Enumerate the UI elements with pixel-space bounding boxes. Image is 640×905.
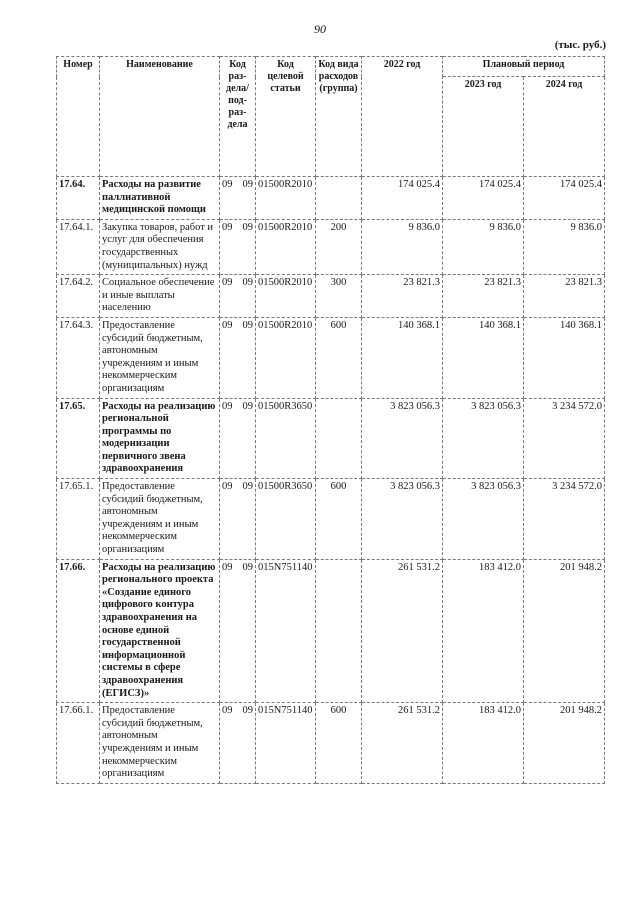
row-amount-2022: 3 823 056.3 bbox=[362, 479, 443, 560]
row-target-code: 01500R3650 bbox=[256, 479, 316, 560]
row-amount-2024: 140 368.1 bbox=[524, 317, 605, 398]
row-section-code bbox=[220, 219, 256, 274]
row-name: Предоставление субсидий бюджетным, автономным учреждениям и иным некоммерческим организациям bbox=[100, 479, 220, 560]
row-amount-2024: 201 948.2 bbox=[524, 703, 605, 784]
row-amount-2023: 174 025.4 bbox=[443, 177, 524, 220]
row-podrazdel: 09 bbox=[242, 221, 253, 233]
row-number: 17.66.1. bbox=[57, 703, 100, 784]
row-section-code bbox=[220, 703, 256, 784]
header-year-2022: 2022 год bbox=[362, 57, 443, 177]
row-amount-2023: 183 412.0 bbox=[443, 703, 524, 784]
row-amount-2023: 183 412.0 bbox=[443, 559, 524, 703]
row-number: 17.66. bbox=[57, 559, 100, 703]
row-amount-2022: 3 823 056.3 bbox=[362, 398, 443, 479]
row-target-code: 015N751140 bbox=[256, 559, 316, 703]
table-row bbox=[57, 219, 605, 274]
row-target-code: 01500R2010 bbox=[256, 275, 316, 318]
row-amount-2023: 140 368.1 bbox=[443, 317, 524, 398]
row-razdel: 09 bbox=[222, 277, 233, 289]
header-section-code: Код раз-дела/ под-раз-дела bbox=[220, 57, 256, 177]
row-amount-2023: 3 823 056.3 bbox=[443, 398, 524, 479]
row-podrazdel: 09 bbox=[242, 179, 253, 190]
row-section-code bbox=[220, 479, 256, 560]
units-label: (тыс. руб.) bbox=[554, 39, 606, 51]
row-podrazdel: 09 bbox=[242, 400, 253, 412]
row-amount-2024: 9 836.0 bbox=[524, 219, 605, 274]
table-row bbox=[57, 559, 605, 703]
table-row bbox=[57, 398, 605, 479]
row-razdel: 09 bbox=[222, 561, 233, 573]
row-expense-group: 600 bbox=[316, 703, 362, 784]
row-name: Закупка товаров, работ и услуг для обеспечения государственных (муниципальных) нужд bbox=[100, 219, 220, 274]
row-razdel: 09 bbox=[222, 481, 233, 493]
row-amount-2024: 3 234 572.0 bbox=[524, 398, 605, 479]
row-razdel: 09 bbox=[222, 400, 233, 412]
table-row bbox=[57, 703, 605, 784]
row-section-code bbox=[220, 317, 256, 398]
row-amount-2024: 23 821.3 bbox=[524, 275, 605, 318]
row-amount-2024: 3 234 572.0 bbox=[524, 479, 605, 560]
row-razdel: 09 bbox=[222, 221, 233, 233]
row-amount-2023: 23 821.3 bbox=[443, 275, 524, 318]
row-target-code: 01500R2010 bbox=[256, 317, 316, 398]
row-name: Предоставление субсидий бюджетным, автономным учреждениям и иным некоммерческим организациям bbox=[100, 317, 220, 398]
row-target-code: 01500R2010 bbox=[256, 177, 316, 220]
table-row bbox=[57, 275, 605, 318]
row-amount-2022: 23 821.3 bbox=[362, 275, 443, 318]
row-podrazdel: 09 bbox=[242, 481, 253, 493]
row-podrazdel: 09 bbox=[242, 705, 253, 717]
header-year-2024: 2024 год bbox=[524, 77, 605, 177]
row-expense-group: 300 bbox=[316, 275, 362, 318]
row-amount-2022: 9 836.0 bbox=[362, 219, 443, 274]
row-target-code: 01500R2010 bbox=[256, 219, 316, 274]
row-name: Расходы на реализацию региональной программы по модернизации первичного звена здравоохранения bbox=[100, 398, 220, 479]
row-section-code bbox=[220, 177, 256, 220]
header-year-2023: 2023 год bbox=[443, 77, 524, 177]
row-target-code: 01500R3650 bbox=[256, 398, 316, 479]
row-number: 17.64.2. bbox=[57, 275, 100, 318]
table-row bbox=[57, 317, 605, 398]
row-podrazdel: 09 bbox=[242, 561, 253, 573]
row-podrazdel: 09 bbox=[242, 277, 253, 289]
row-expense-group: 600 bbox=[316, 317, 362, 398]
row-amount-2022: 261 531.2 bbox=[362, 703, 443, 784]
header-plan-period: Плановый период bbox=[443, 57, 605, 77]
table-row bbox=[57, 177, 605, 220]
row-name: Расходы на развитие паллиативной медицинской помощи bbox=[100, 177, 220, 220]
row-section-code bbox=[220, 398, 256, 479]
row-amount-2022: 174 025.4 bbox=[362, 177, 443, 220]
row-section-code bbox=[220, 275, 256, 318]
row-number: 17.65. bbox=[57, 398, 100, 479]
row-amount-2022: 140 368.1 bbox=[362, 317, 443, 398]
row-name: Предоставление субсидий бюджетным, автономным учреждениям и иным некоммерческим организациям bbox=[100, 703, 220, 784]
row-number: 17.64.1. bbox=[57, 219, 100, 274]
row-amount-2023: 3 823 056.3 bbox=[443, 479, 524, 560]
page-number: 90 bbox=[314, 22, 326, 36]
row-expense-group: 600 bbox=[316, 479, 362, 560]
header-target-code: Код целевой статьи bbox=[256, 57, 316, 177]
row-expense-group bbox=[316, 559, 362, 703]
budget-table bbox=[56, 56, 605, 784]
row-number: 17.64. bbox=[57, 177, 100, 220]
header-name: Наименование bbox=[100, 57, 220, 177]
row-amount-2024: 174 025.4 bbox=[524, 177, 605, 220]
header-expense-type: Код вида расходов (группа) bbox=[316, 57, 362, 177]
row-razdel: 09 bbox=[222, 319, 233, 331]
row-expense-group bbox=[316, 177, 362, 220]
row-name: Социальное обеспечение и иные выплаты населению bbox=[100, 275, 220, 318]
row-expense-group bbox=[316, 398, 362, 479]
row-name: Расходы на реализацию регионального проекта «Создание единого цифрового контура здравоохранения на основе единой государственной информационной системы в сфере здравоохранения (ЕГИСЗ)» bbox=[100, 559, 220, 703]
header-row-top bbox=[57, 57, 605, 77]
row-target-code: 015N751140 bbox=[256, 703, 316, 784]
header-number: Номер bbox=[57, 57, 100, 177]
row-number: 17.65.1. bbox=[57, 479, 100, 560]
row-amount-2022: 261 531.2 bbox=[362, 559, 443, 703]
row-podrazdel: 09 bbox=[242, 319, 253, 331]
row-expense-group: 200 bbox=[316, 219, 362, 274]
row-razdel: 09 bbox=[222, 705, 233, 717]
row-razdel: 09 bbox=[222, 179, 233, 190]
table-row bbox=[57, 479, 605, 560]
row-amount-2023: 9 836.0 bbox=[443, 219, 524, 274]
row-amount-2024: 201 948.2 bbox=[524, 559, 605, 703]
row-section-code bbox=[220, 559, 256, 703]
row-number: 17.64.3. bbox=[57, 317, 100, 398]
